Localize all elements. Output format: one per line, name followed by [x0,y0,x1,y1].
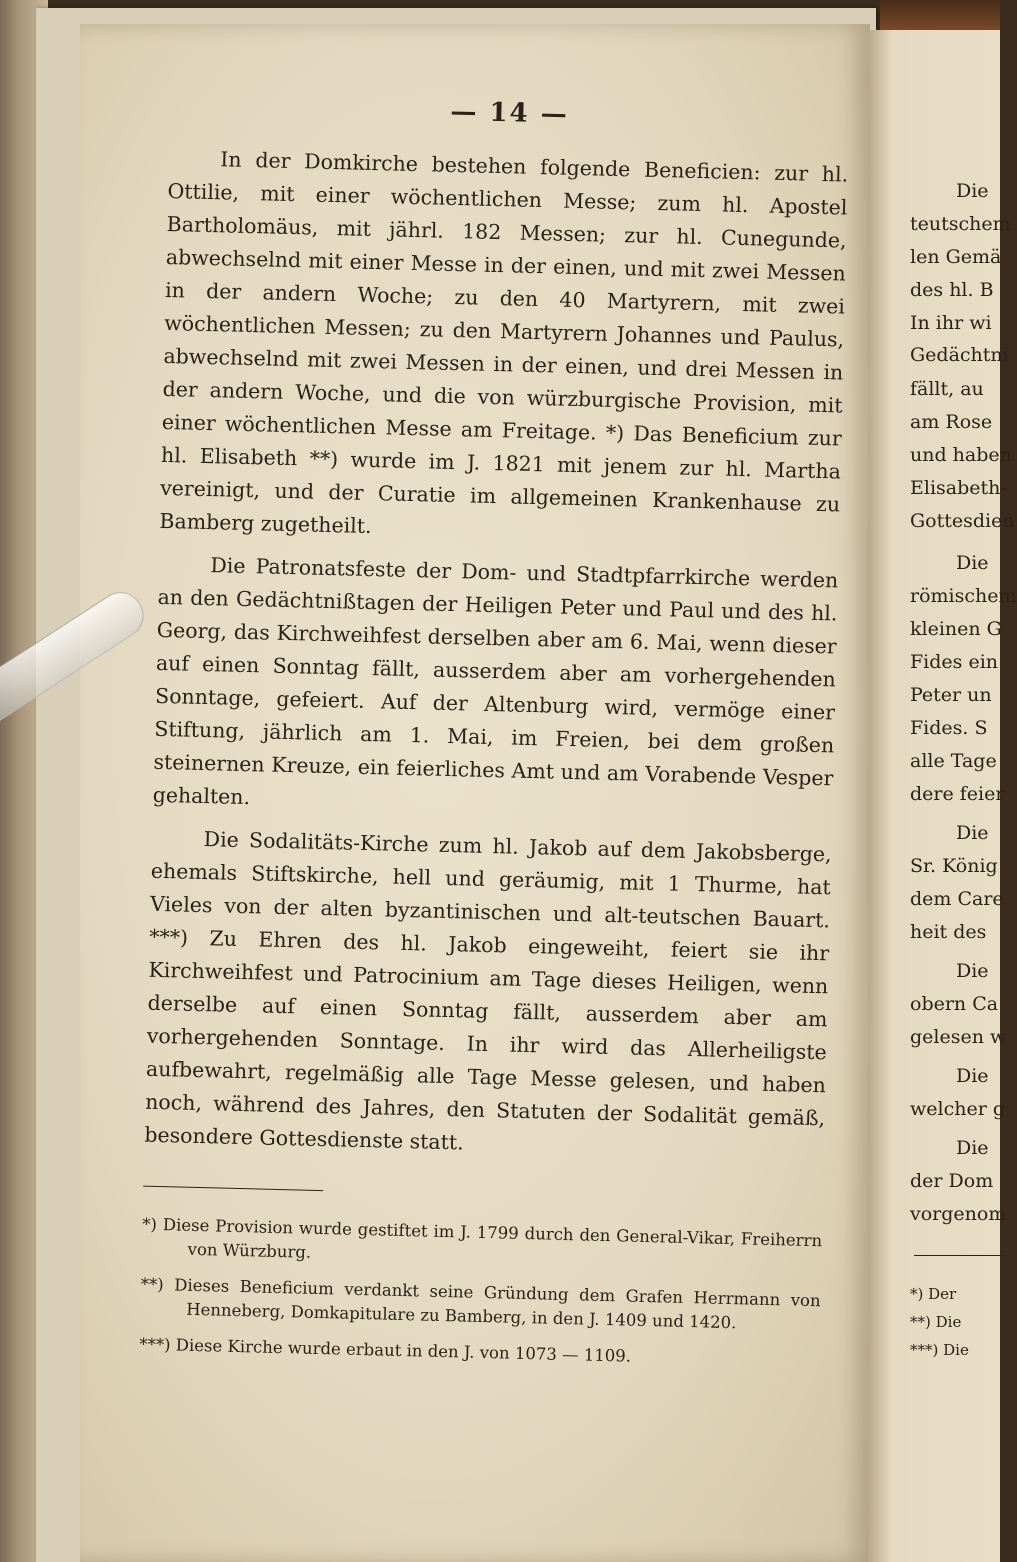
facing-page-line: Fides. S [910,717,988,739]
facing-page [868,30,1017,1562]
facing-page-line: Die [956,1065,989,1087]
facing-page-line: und haben [910,444,1012,466]
facing-page-line: der Dom [910,1170,994,1192]
facing-page-line: dem Care [910,888,1004,910]
facing-page-line: Peter un [910,684,992,706]
footnote-2: **) Dieses Beneficium verdankt seine Gründung dem Grafen Herrmann von Henneberg, Domkapitulare zu Bamberg, in den J. 1409 und 1420. [140,1274,821,1333]
facing-page-line: Sr. König [910,855,998,877]
facing-page-line: heit des [910,921,987,943]
footnote-rule [143,1186,323,1191]
footnote-3: ***) Diese Kirche wurde erbaut in den J. von 1073 — 1109. [139,1334,632,1366]
facing-page-line: **) Die [910,1313,962,1331]
facing-page-line: len Gemä [910,246,1002,268]
facing-page-line: obern Ca [910,993,999,1015]
facing-page-line: In ihr wi [910,312,992,334]
facing-page-line: *) Der [910,1285,957,1303]
facing-page-line: Die [956,1137,989,1159]
paragraph-patronatsfeste: Die Patronatsfeste der Dom- und Stadtpfarrkirche werden an den Gedächtnißtagen der Heiligen Peter und Paul und des hl. Georg, das Kirchweihfest derselben aber am 6. Mai, wenn dieser auf einen Sonntag fällt, ausserdem aber am vorhergehenden Sonntage, gefeiert. Auf der Altenburg wird, vermöge einer Stiftung, jährlich am 1. Mai, im Freien, bei dem großen steinernen Kreuze, ein feierliches Amt und am Vorabende Vesper gehalten. [152,553,839,810]
facing-page-line: dere feier [910,783,1005,805]
facing-footnote-rule [914,1255,1004,1256]
page-text [139,90,850,1385]
facing-page-line: teutschem [910,213,1011,235]
book-cover-corner [880,0,1000,32]
facing-page-line: Fides ein [910,651,999,673]
facing-page-line: Gottesdien [910,510,1015,532]
facing-page-line: Die [956,552,989,574]
facing-page-line: Die [956,822,989,844]
facing-page-line: am Rose [910,411,993,433]
facing-page-line: des hl. B [910,279,994,301]
facing-page-line: alle Tage [910,750,997,772]
facing-page-line: Elisabeth- [910,477,1007,499]
facing-page-line: fällt, au [910,378,984,400]
paragraph-sodalitaets-kirche: Die Sodalitäts-Kirche zum hl. Jakob auf dem Jakobsberge, ehemals Stiftskirche, hell und geräumig, mit 1 Thurme, hat Vieles von der alten byzantinischen und alt-teutschen Bauart. ***) Zu Ehren des hl. Jakob eingeweiht, feiert sie ihr Kirchweihfest und Patrocinium am Tage dieses Heiligen, wenn derselbe auf einen Sonntag fällt, ausserdem aber am vorhergehenden Sonntage. In ihr wird das Allerheiligste aufbewahrt, regelmäßig alle Tage Messe gelesen, und haben noch, während des Jahres, den Statuten der Sodalität gemäß, besondere Gottesdienste statt. [144,827,832,1155]
facing-page-line: römischem [910,585,1017,607]
facing-page-line: gelesen w [910,1026,1007,1048]
facing-page-line: welcher g [910,1098,1005,1120]
facing-page-line: Die [956,180,989,202]
facing-page-line: kleinen G [910,618,1002,640]
paragraph-beneficien: In der Domkirche bestehen folgende Beneficien: zur hl. Ottilie, mit einer wöchentlichen Messe; zum hl. Apostel Bartholomäus, mit jährl. 182 Messen; zur hl. Cunegunde, abwechselnd mit einer Messe in der einen, und mit zwei Messen in der andern Woche; zu den 40 Martyrern, mit zwei wöchentlichen Messen; zu den Martyrern Johannes und Paulus, abwechselnd mit zwei Messen in der einen, und drei Messen in der andern Woche, und die von würzburgische Provision, mit einer wöchentlichen Messe am Freitage. *) Das Beneficium zur hl. Elisabeth **) wurde im J. 1821 mit jenem zur hl. Martha vereinigt, und der Curatie im allgemeinen Krankenhause zu Bamberg zugetheilt. [159,147,849,539]
facing-page-line: Die [956,960,989,982]
page-number: — 14 — [450,96,570,130]
footnote-1: *) Diese Provision wurde gestiftet im J. 1799 durch den General-Vikar, Freiherrn von Würzburg. [142,1214,823,1262]
facing-page-line: vorgenom [910,1203,1007,1225]
facing-page-line: ***) Die [910,1341,969,1359]
facing-page-line: Gedächtni [910,344,1009,366]
